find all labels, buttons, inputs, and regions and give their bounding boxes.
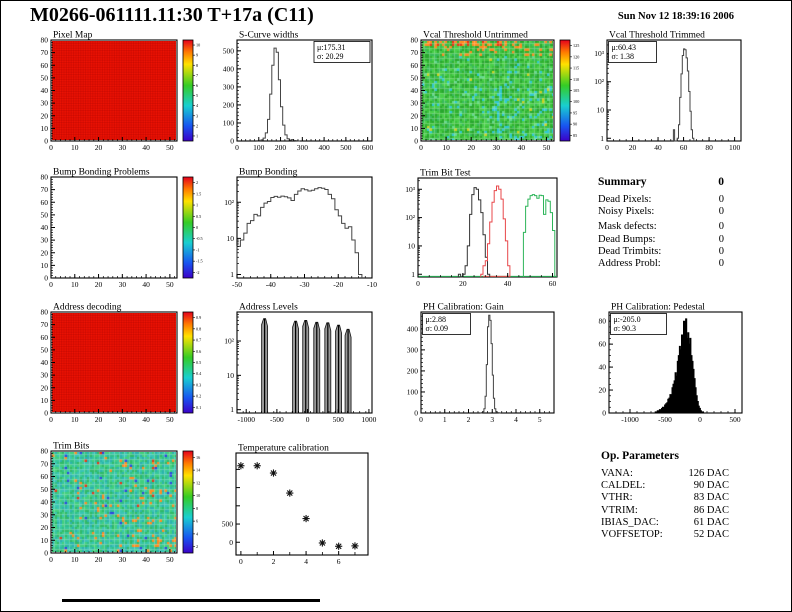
svg-text:30: 30 (40, 98, 48, 108)
svg-text:500: 500 (222, 46, 234, 56)
svg-text:60: 60 (679, 143, 688, 152)
summary-row-value: 0 (718, 206, 724, 218)
svg-text:300: 300 (222, 82, 234, 92)
svg-text:6: 6 (196, 82, 199, 88)
svg-text:-30: -30 (299, 280, 310, 289)
summary-row-label: Dead Trimbits: (598, 245, 662, 257)
ph-gain-plot (407, 303, 554, 425)
svg-text:1: 1 (230, 269, 234, 279)
vcal-trimmed-plot (594, 31, 741, 153)
svg-text:Address Levels: Address Levels (239, 302, 298, 313)
svg-text:1: 1 (411, 269, 415, 279)
svg-text:1000: 1000 (361, 415, 377, 424)
svg-text:0.4: 0.4 (196, 371, 202, 377)
svg-text:0: 0 (44, 408, 48, 418)
data-point-marker (302, 515, 309, 522)
svg-text:20: 20 (410, 111, 418, 121)
svg-text:16: 16 (196, 454, 201, 460)
data-point-marker (319, 539, 326, 546)
svg-text:20: 20 (628, 143, 637, 152)
svg-text:500: 500 (332, 415, 344, 424)
svg-text:400: 400 (406, 324, 418, 334)
svg-text:40: 40 (503, 279, 512, 288)
svg-text:20: 20 (94, 280, 103, 289)
svg-text:σ: 90.3: σ: 90.3 (613, 324, 637, 333)
op-parameter-value: 86 DAC (693, 504, 729, 516)
svg-text:100: 100 (222, 118, 234, 128)
svg-text:100: 100 (728, 143, 741, 152)
svg-text:-10: -10 (367, 280, 377, 289)
svg-text:50: 50 (166, 555, 174, 564)
svg-text:60: 60 (598, 339, 606, 349)
svg-text:10: 10 (226, 370, 234, 380)
summary-row-label: Mask defects: (598, 221, 657, 233)
svg-text:50: 50 (40, 484, 48, 494)
svg-text:40: 40 (598, 362, 606, 372)
svg-text:50: 50 (40, 73, 48, 83)
svg-text:60: 60 (548, 279, 557, 288)
svg-text:Bump Bonding Problems: Bump Bonding Problems (53, 167, 150, 178)
svg-text:0: 0 (49, 555, 53, 564)
svg-text:μ:2.88: μ:2.88 (425, 315, 447, 324)
summary-row-value: 0 (718, 233, 724, 245)
svg-text:80: 80 (40, 446, 48, 456)
svg-text:40: 40 (40, 358, 48, 367)
svg-text:40: 40 (40, 86, 48, 95)
bump-bonding-plot (224, 168, 377, 290)
svg-text:20: 20 (94, 143, 103, 152)
data-point-marker (270, 469, 277, 476)
svg-text:μ:175.31: μ:175.31 (317, 43, 346, 52)
svg-text:7: 7 (196, 72, 199, 78)
svg-text:80: 80 (40, 172, 48, 182)
svg-text:40: 40 (142, 143, 150, 152)
addr-decoding-plot (41, 303, 203, 425)
summary-row-value: 0 (718, 257, 724, 269)
svg-text:10: 10 (442, 143, 450, 152)
op-parameter-label: VOFFSETOP: (601, 528, 663, 540)
svg-text:60: 60 (40, 60, 48, 70)
svg-text:10²: 10² (224, 197, 234, 207)
trim-bits-plot (41, 442, 202, 565)
svg-text:0.5: 0.5 (196, 213, 202, 219)
summary-title-row (598, 176, 724, 188)
svg-text:2: 2 (466, 415, 471, 424)
svg-text:10: 10 (71, 280, 79, 289)
svg-text:0.9: 0.9 (196, 315, 202, 321)
op-parameter-row (601, 480, 729, 492)
svg-text:20: 20 (40, 383, 48, 393)
svg-text:8: 8 (196, 505, 199, 511)
svg-text:1.5: 1.5 (196, 191, 202, 197)
svg-text:6: 6 (336, 557, 341, 566)
svg-text:30: 30 (492, 143, 501, 152)
svg-text:-1000: -1000 (621, 415, 639, 424)
svg-text:30: 30 (410, 98, 418, 108)
trimbit-test-plot (405, 169, 557, 289)
op-parameters-title-row (601, 450, 729, 462)
svg-text:10: 10 (71, 415, 79, 424)
svg-text:0: 0 (239, 557, 243, 566)
svg-text:40: 40 (654, 143, 662, 152)
svg-text:10²: 10² (224, 336, 234, 346)
svg-text:1: 1 (196, 202, 199, 208)
svg-text:6: 6 (196, 518, 199, 524)
summary-row-label: Noisy Pixels: (598, 206, 655, 218)
svg-text:0.6: 0.6 (196, 348, 202, 354)
svg-text:0: 0 (235, 143, 239, 152)
svg-text:0: 0 (49, 280, 53, 289)
svg-text:-500: -500 (658, 415, 672, 424)
svg-text:PH Calibration: Gain: PH Calibration: Gain (423, 302, 504, 313)
svg-text:Temperature calibration: Temperature calibration (238, 443, 329, 454)
trim-green-histogram (523, 195, 554, 277)
svg-text:5: 5 (537, 415, 542, 424)
summary-row (598, 221, 724, 233)
svg-text:3: 3 (490, 415, 495, 424)
svg-text:1: 1 (230, 405, 234, 415)
op-parameter-row (601, 517, 729, 529)
svg-text:40: 40 (517, 143, 526, 152)
svg-text:90: 90 (573, 121, 578, 127)
svg-text:0: 0 (44, 548, 48, 558)
op-parameter-label: VTHR: (601, 492, 633, 504)
vcal-untrimmed-plot (411, 31, 580, 153)
svg-text:60: 60 (40, 197, 48, 207)
svg-text:50: 50 (166, 143, 174, 152)
svg-text:10: 10 (196, 493, 201, 499)
svg-text:1: 1 (196, 133, 199, 139)
op-parameter-value: 83 DAC (693, 492, 729, 504)
svg-text:9: 9 (196, 52, 199, 58)
svg-text:10: 10 (596, 105, 604, 115)
svg-text:0: 0 (602, 408, 606, 418)
op-parameter-row (601, 492, 729, 504)
svg-text:30: 30 (118, 143, 127, 152)
ph-pedestal-plot (599, 303, 743, 425)
op-parameter-label: IBIAS_DAC: (601, 516, 659, 528)
svg-text:0: 0 (44, 136, 48, 146)
svg-text:40: 40 (410, 86, 418, 95)
svg-text:10: 10 (226, 233, 234, 243)
svg-text:2: 2 (196, 180, 199, 186)
svg-text:500: 500 (340, 143, 352, 152)
summary-row-label: Dead Pixels: (598, 194, 652, 205)
svg-text:20: 20 (94, 555, 103, 564)
svg-text:0: 0 (49, 143, 53, 152)
svg-text:2: 2 (196, 544, 199, 550)
svg-text:8: 8 (196, 62, 199, 68)
svg-text:125: 125 (573, 43, 580, 49)
svg-text:50: 50 (542, 143, 551, 152)
svg-text:-1: -1 (196, 247, 200, 253)
op-parameter-row (601, 505, 729, 517)
op-parameter-label: CALDEL: (601, 480, 646, 492)
svg-text:0: 0 (229, 537, 233, 547)
svg-text:0.7: 0.7 (196, 337, 202, 343)
svg-text:10²: 10² (405, 213, 415, 223)
svg-text:0: 0 (414, 408, 418, 418)
svg-text:2: 2 (271, 557, 276, 566)
summary-row-label: Address Probl: (598, 257, 661, 269)
svg-text:10: 10 (40, 395, 48, 405)
op-parameter-value: 52 DAC (693, 528, 729, 540)
svg-text:Address decoding: Address decoding (53, 302, 122, 313)
svg-text:10: 10 (40, 123, 48, 133)
svg-text:30: 30 (40, 370, 48, 380)
svg-text:80: 80 (410, 35, 418, 45)
data-point-marker (351, 542, 358, 549)
summary-row (598, 246, 724, 258)
summary-row (598, 206, 724, 218)
svg-text:500: 500 (729, 415, 741, 424)
svg-text:20: 20 (94, 415, 103, 424)
svg-text:70: 70 (40, 459, 48, 469)
svg-text:σ: 1.38: σ: 1.38 (611, 52, 635, 61)
svg-text:70: 70 (40, 48, 48, 58)
svg-text:20: 20 (598, 385, 606, 395)
svg-text:14: 14 (196, 467, 201, 473)
svg-text:60: 60 (40, 332, 48, 342)
op-parameter-label: VTRIM: (601, 504, 638, 516)
pixel-map-plot (41, 31, 201, 153)
svg-text:60: 60 (410, 60, 418, 70)
data-point-marker (237, 462, 244, 469)
svg-text:10³: 10³ (405, 184, 415, 194)
svg-text:20: 20 (467, 143, 475, 152)
op-parameters-block (601, 450, 729, 541)
svg-text:-500: -500 (270, 415, 284, 424)
svg-text:0: 0 (230, 136, 234, 146)
svg-text:105: 105 (573, 88, 580, 93)
svg-text:-2: -2 (196, 269, 200, 275)
summary-row (598, 234, 724, 246)
svg-text:500: 500 (221, 519, 233, 529)
summary-title: Summary (598, 176, 647, 188)
svg-text:40: 40 (142, 415, 150, 424)
svg-text:Vcal Threshold Untrimmed: Vcal Threshold Untrimmed (423, 30, 528, 41)
svg-text:-1.5: -1.5 (196, 258, 203, 264)
svg-text:10²: 10² (594, 77, 604, 87)
svg-text:0: 0 (49, 415, 53, 424)
data-point-marker (254, 462, 261, 469)
svg-text:-1000: -1000 (237, 415, 255, 424)
page-title: M0266-061111.11:30 T+17a (C11) (30, 4, 314, 26)
svg-text:0: 0 (196, 225, 199, 230)
svg-text:50: 50 (166, 280, 174, 289)
svg-text:400: 400 (318, 143, 330, 152)
svg-text:200: 200 (222, 100, 234, 110)
summary-row-value: 0 (718, 194, 724, 205)
temp-calib-plot (222, 444, 368, 567)
svg-text:95: 95 (573, 110, 578, 116)
svg-text:80: 80 (40, 35, 48, 45)
svg-text:0: 0 (44, 273, 48, 283)
svg-text:80: 80 (598, 316, 606, 326)
svg-text:10: 10 (40, 260, 48, 270)
svg-text:-0.5: -0.5 (196, 236, 203, 242)
svg-text:0: 0 (419, 143, 423, 152)
svg-text:Trim Bits: Trim Bits (53, 441, 90, 452)
svg-text:0.5: 0.5 (196, 360, 202, 365)
svg-text:50: 50 (166, 415, 174, 424)
op-parameter-value: 61 DAC (693, 516, 729, 528)
svg-text:0: 0 (605, 143, 609, 152)
svg-text:70: 70 (40, 320, 48, 330)
svg-text:40: 40 (40, 223, 48, 232)
op-parameter-value: 90 DAC (693, 480, 729, 492)
svg-text:σ: 0.09: σ: 0.09 (425, 324, 449, 333)
svg-text:10: 10 (40, 535, 48, 545)
summary-block (598, 176, 724, 270)
svg-text:4: 4 (304, 557, 308, 566)
svg-text:115: 115 (573, 65, 580, 71)
svg-text:1: 1 (442, 415, 447, 424)
op-parameter-row (601, 468, 729, 480)
svg-text:Trim Bit Test: Trim Bit Test (420, 168, 471, 179)
svg-text:50: 50 (410, 73, 418, 83)
svg-text:5: 5 (196, 93, 199, 99)
op-parameter-label: VANA: (601, 468, 633, 479)
addr-levels-plot (224, 303, 376, 425)
svg-text:0: 0 (414, 136, 418, 146)
timestamp: Sun Nov 12 18:39:16 2006 (617, 11, 734, 22)
svg-text:Bump Bonding: Bump Bonding (239, 167, 298, 178)
op-parameter-value: 126 DAC (688, 468, 729, 479)
svg-text:200: 200 (406, 366, 418, 376)
bump-problems-plot (41, 168, 203, 290)
summary-row-value: 0 (718, 221, 724, 233)
svg-text:20: 20 (459, 279, 467, 288)
svg-text:-40: -40 (265, 280, 276, 289)
svg-text:30: 30 (40, 235, 48, 245)
svg-text:10: 10 (71, 555, 79, 564)
svg-text:S-Curve widths: S-Curve widths (239, 30, 299, 41)
svg-text:σ: 20.29: σ: 20.29 (317, 52, 344, 61)
svg-text:12: 12 (196, 480, 201, 486)
svg-text:PH Calibration: Pedestal: PH Calibration: Pedestal (611, 302, 705, 313)
svg-text:1: 1 (600, 133, 604, 143)
svg-text:80: 80 (705, 143, 713, 152)
svg-text:10: 10 (407, 241, 415, 251)
svg-text:80: 80 (40, 307, 48, 317)
svg-text:100: 100 (406, 387, 418, 397)
summary-row (598, 258, 724, 270)
svg-text:0: 0 (416, 279, 420, 288)
svg-text:0: 0 (419, 415, 423, 424)
svg-text:20: 20 (40, 248, 48, 258)
svg-text:50: 50 (40, 210, 48, 220)
svg-text:300: 300 (296, 143, 308, 152)
svg-text:70: 70 (410, 48, 418, 58)
svg-text:110: 110 (573, 76, 580, 82)
svg-text:-50: -50 (232, 280, 242, 289)
svg-text:10: 10 (196, 42, 201, 48)
svg-text:85: 85 (573, 132, 578, 138)
svg-text:Vcal Threshold Trimmed: Vcal Threshold Trimmed (609, 30, 705, 41)
summary-total: 0 (718, 176, 724, 188)
svg-text:200: 200 (274, 143, 287, 152)
svg-text:-20: -20 (333, 280, 344, 289)
svg-text:60: 60 (40, 472, 48, 481)
svg-text:50: 50 (40, 345, 48, 355)
footer-line (62, 599, 320, 602)
svg-text:0: 0 (305, 415, 310, 424)
data-point-marker (286, 489, 293, 496)
svg-text:40: 40 (142, 555, 150, 564)
summary-row-value: 0 (718, 245, 724, 257)
svg-text:400: 400 (222, 64, 234, 74)
svg-text:20: 20 (40, 111, 48, 121)
svg-text:10: 10 (410, 123, 418, 133)
trim-red-histogram (481, 186, 510, 277)
svg-text:4: 4 (514, 415, 518, 424)
summary-row-label: Dead Bumps: (598, 233, 656, 245)
svg-text:120: 120 (573, 54, 580, 60)
svg-text:0.1: 0.1 (196, 404, 202, 410)
svg-text:10³: 10³ (594, 48, 604, 58)
svg-text:0: 0 (698, 415, 702, 424)
svg-text:4: 4 (196, 103, 199, 109)
svg-text:0.8: 0.8 (196, 326, 202, 332)
svg-text:4: 4 (196, 531, 199, 537)
svg-text:600: 600 (362, 143, 374, 152)
scurve-plot (223, 31, 374, 153)
svg-text:20: 20 (40, 523, 48, 532)
op-parameter-row (601, 529, 729, 541)
svg-text:30: 30 (118, 280, 127, 289)
svg-text:30: 30 (118, 555, 127, 564)
svg-text:40: 40 (40, 497, 48, 507)
svg-text:μ:-205.0: μ:-205.0 (613, 315, 641, 324)
svg-text:3: 3 (196, 113, 199, 119)
svg-text:0.2: 0.2 (196, 393, 202, 399)
op-parameters-title: Op. Parameters (601, 450, 679, 462)
svg-text:30: 30 (40, 510, 48, 520)
svg-text:40: 40 (142, 280, 150, 289)
svg-text:30: 30 (118, 415, 127, 424)
svg-text:100: 100 (253, 143, 265, 152)
svg-text:10: 10 (71, 143, 79, 152)
svg-text:300: 300 (406, 345, 418, 355)
data-point-marker (335, 543, 342, 550)
svg-text:100: 100 (573, 99, 580, 105)
svg-text:μ:60.43: μ:60.43 (611, 43, 637, 52)
svg-text:0.3: 0.3 (196, 382, 202, 388)
svg-text:Pixel Map: Pixel Map (53, 30, 93, 41)
svg-text:2: 2 (196, 123, 199, 129)
svg-text:70: 70 (40, 185, 48, 195)
summary-row (598, 194, 724, 206)
